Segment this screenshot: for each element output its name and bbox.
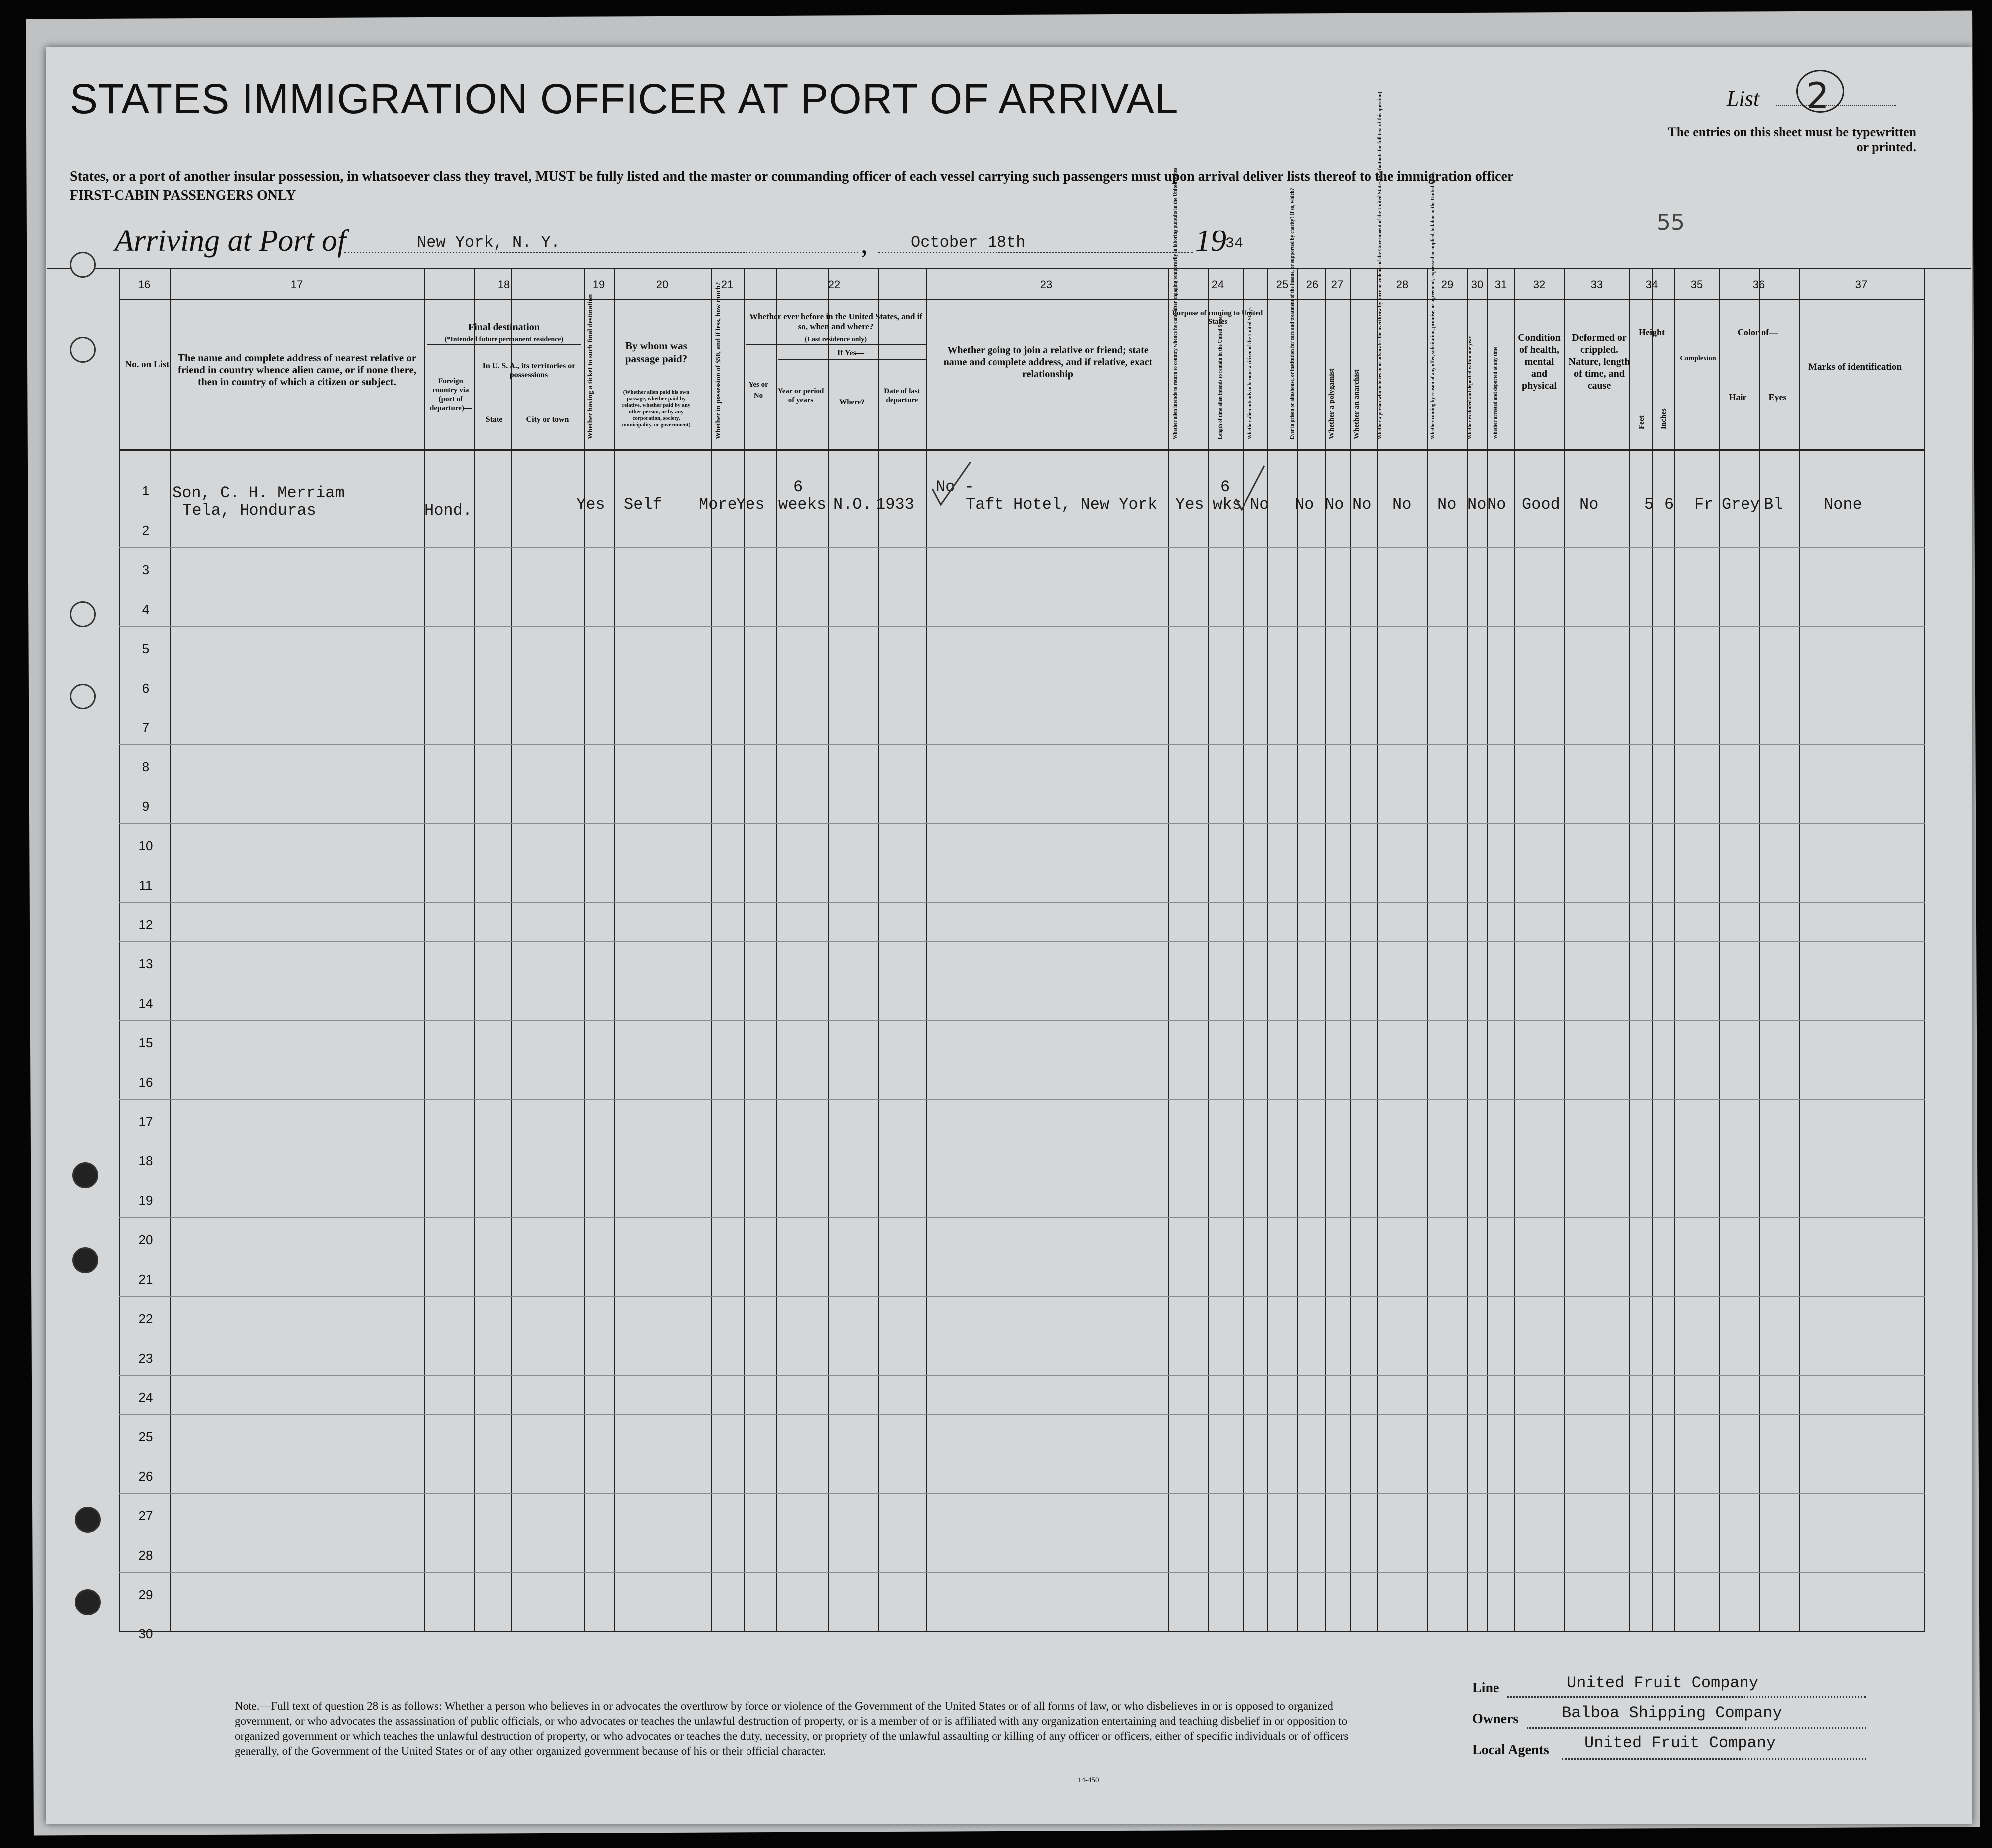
column-divider [1377, 268, 1378, 1631]
subheader-line [778, 359, 926, 360]
binder-hole [72, 1162, 98, 1188]
agents-dotted [1562, 1758, 1866, 1760]
column-divider [1487, 268, 1488, 1631]
header-bottom-line [119, 449, 1925, 451]
column-number: 31 [1494, 278, 1507, 291]
column-divider [711, 268, 712, 1631]
column-divider [1208, 268, 1209, 1631]
row-number: 11 [139, 877, 153, 893]
row-number: 21 [138, 1271, 153, 1287]
header-c33: Deformed or crippled. Nature, length of time, and cause [1568, 332, 1630, 391]
entry-passage-paid: Self [624, 495, 662, 514]
row-line [119, 823, 1925, 824]
row-number: 16 [138, 1074, 153, 1090]
table-bottom-line [119, 1631, 1925, 1632]
column-divider [1514, 268, 1515, 1631]
entry-overthrow: No [1392, 495, 1412, 514]
entry-relative-line1: Son, C. H. Merriam [172, 484, 345, 502]
column-divider [926, 268, 927, 1631]
row-number: 25 [138, 1429, 153, 1444]
header-c26: Whether a polygamist [1328, 368, 1336, 439]
column-number: 17 [290, 278, 303, 291]
pencil-number: 55 [1657, 210, 1685, 235]
column-divider [1467, 268, 1468, 1631]
row-number: 7 [142, 719, 150, 735]
entry-inches: 6 [1664, 495, 1674, 514]
entry-join-top: No - [936, 478, 974, 496]
comma: , [861, 229, 868, 260]
entry-last-departure: 1933 [876, 495, 914, 514]
row-line [119, 547, 1925, 548]
header-c24-b: Length of time alien intends to remain in the United States [1218, 314, 1223, 439]
column-number: 36 [1752, 278, 1765, 291]
header-c30: Whether excluded and deported within one year [1467, 336, 1473, 439]
column-divider [584, 268, 585, 1631]
header-c22-where: Where? [839, 398, 865, 406]
entry-eyes: Bl [1764, 495, 1783, 514]
row-line [119, 626, 1925, 627]
header-c27: Whether an anarchist [1353, 369, 1361, 439]
column-number-bottom-line [119, 299, 1925, 300]
binder-hole [70, 337, 96, 363]
date-value: October 18th [911, 233, 1026, 252]
entry-money: More [699, 495, 737, 514]
row-number: 24 [138, 1389, 153, 1405]
header-c37: Marks of identification [1808, 362, 1902, 372]
column-divider [1799, 268, 1800, 1631]
entry-length-bottom: wks [1213, 495, 1242, 514]
header-c34-feet: Feet [1638, 415, 1646, 429]
header-c23: Whether going to join a relative or friend; state name and complete address, and if relative, exact relationship [943, 345, 1153, 380]
column-number: 30 [1471, 278, 1484, 291]
column-number: 27 [1331, 278, 1344, 291]
binder-hole [70, 684, 96, 709]
header-c24-a: Whether alien intends to return to country whence he came after engaging temporarily in laboring pursuits in the United States [1173, 168, 1178, 439]
header-c34-inches: Inches [1660, 408, 1668, 429]
column-divider [1652, 268, 1653, 1631]
row-number: 30 [138, 1626, 153, 1641]
row-number: 29 [138, 1587, 153, 1602]
column-divider [744, 268, 745, 1631]
binder-hole [75, 1507, 101, 1533]
year-prefix: 19 [1195, 224, 1226, 258]
binder-hole [70, 601, 96, 627]
entry-join: Taft Hotel, New York [966, 495, 1158, 514]
entry-period-bottom: weeks [778, 495, 827, 514]
header-c18-sub: (*Intended future permanent residence) [444, 336, 564, 343]
row-number: 27 [138, 1508, 153, 1523]
column-number: 28 [1396, 278, 1409, 291]
subtitle-line2: FIRST-CABIN PASSENGERS ONLY [70, 188, 296, 203]
row-line [119, 1572, 1925, 1573]
column-number: 37 [1855, 278, 1868, 291]
binder-hole [72, 1247, 98, 1273]
row-number: 8 [142, 759, 150, 774]
row-number: 2 [142, 522, 150, 538]
column-number: 34 [1645, 278, 1658, 291]
entry-offer: No [1437, 495, 1457, 514]
header-c20-title: By whom was passage paid? [625, 340, 688, 365]
row-line [119, 744, 1925, 745]
row-line [119, 1375, 1925, 1376]
row-number: 10 [138, 838, 153, 853]
column-number: 21 [721, 278, 734, 291]
line-label: Line [1472, 1680, 1499, 1696]
owners-value: Balboa Shipping Company [1562, 1704, 1782, 1722]
agents-value: United Fruit Company [1584, 1734, 1776, 1752]
header-c22-yesno: Yes or No [748, 381, 768, 400]
header-c22-year: Year or period of years [777, 387, 824, 404]
row-line [119, 1020, 1925, 1021]
list-number: 2 [1806, 75, 1829, 117]
line-value: United Fruit Company [1567, 1674, 1759, 1692]
column-divider [1674, 268, 1675, 1631]
subtitle-line1: States, or a port of another insular possession, in whatsoever class they travel, MUST be fully listed and the master or commanding officer of each vessel carrying such passengers must upon arrival deliver lists thereof to the immigration officer [70, 169, 1514, 184]
header-c18-usa: In U. S. A., its territories or possessions [482, 362, 576, 379]
port-value: New York, N. Y. [417, 233, 561, 252]
form-code: 14-450 [1078, 1776, 1099, 1784]
column-divider [878, 268, 879, 1631]
manifest-sheet [46, 47, 1972, 1824]
header-c32: Condition of health, mental and physical [1518, 332, 1561, 391]
row-line [119, 1099, 1925, 1100]
header-c36-title: Color of— [1737, 327, 1778, 337]
column-number: 35 [1690, 278, 1703, 291]
year-suffix: 34 [1225, 235, 1244, 252]
row-number: 18 [138, 1153, 153, 1168]
header-c19: Whether having a ticket to such final destination [587, 294, 594, 439]
header-c36-eyes: Eyes [1768, 392, 1787, 402]
column-number: 24 [1211, 278, 1224, 291]
entry-arrested: No [1487, 495, 1506, 514]
header-c29: Whether coming by reason of any offer, solicitation, promise, or agreement, expressed or implied, to labor in the United States [1430, 172, 1436, 439]
column-number: 25 [1276, 278, 1289, 291]
column-divider [1719, 268, 1720, 1631]
row-number: 17 [138, 1114, 153, 1129]
column-number: 32 [1533, 278, 1546, 291]
list-label: List [1727, 86, 1760, 111]
entry-where: N.O. [833, 495, 872, 514]
header-no-on-list: No. on List [125, 359, 170, 370]
column-divider [1325, 268, 1326, 1631]
entry-ticket: Yes [576, 495, 605, 514]
entry-hair: Grey [1722, 495, 1760, 514]
header-c31: Whether arrested and deported at any time [1493, 346, 1498, 439]
header-c36-hair: Hair [1729, 392, 1747, 402]
typewritten-note: The entries on this sheet must be typewritten or printed. [1668, 125, 1916, 154]
header-c21: Whether in possession of $50, and if less, how much? [715, 282, 722, 439]
header-c25: Ever in prison or almshouse, or institution for care and treatment of the insane, or supported by charity? If so, which? [1290, 188, 1295, 439]
entry-health: Good [1522, 495, 1560, 514]
entry-foreign-country: Hond. [424, 501, 473, 520]
column-divider [1924, 268, 1925, 1631]
column-divider [1427, 268, 1428, 1631]
column-number: 26 [1306, 278, 1319, 291]
row-number: 22 [138, 1311, 153, 1326]
column-divider [119, 268, 120, 1631]
entry-anarchist: No [1352, 495, 1372, 514]
page-title: STATES IMMIGRATION OFFICER AT PORT OF ARRIVAL [70, 75, 1179, 122]
row-line [119, 1296, 1925, 1297]
header-c18-title: Final destination [468, 322, 540, 333]
owners-dotted [1527, 1727, 1866, 1729]
entry-marks: None [1824, 495, 1862, 514]
row-line [119, 1414, 1925, 1415]
column-divider [1629, 268, 1630, 1631]
row-number: 9 [142, 798, 150, 814]
row-number: 13 [138, 956, 153, 971]
entry-excluded: No [1467, 495, 1487, 514]
header-c28: Whether a person who believes in or advocates the overthrow by force or violence of the Government of the United States (See footnote for full text of this question) [1377, 91, 1383, 439]
entry-prison: No [1295, 495, 1314, 514]
entry-relative-line2: Tela, Honduras [182, 501, 316, 520]
row-number: 19 [138, 1192, 153, 1208]
entry-return: Yes [1175, 495, 1204, 514]
date-dotted-line [878, 252, 1193, 253]
column-divider [1297, 268, 1298, 1631]
row-number: 23 [138, 1350, 153, 1366]
header-c22-title: Whether ever before in the United States, and if so, when and where? [749, 312, 923, 331]
column-divider [1267, 268, 1268, 1631]
entry-deformed: No [1579, 495, 1599, 514]
port-dotted-line [344, 252, 858, 253]
row-number: 3 [142, 562, 150, 577]
row-line [119, 1493, 1925, 1494]
column-divider [1759, 268, 1760, 1631]
column-divider [474, 268, 475, 1631]
header-c34-title: Height [1639, 327, 1665, 337]
header-c18-state: State [485, 415, 503, 424]
row-number: 15 [138, 1035, 153, 1050]
footnote: Note.—Full text of question 28 is as follows: Whether a person who believes in or advocates the overthrow by force or violence of the Government of the United States or of all forms of law, or who disbelieves in or is opposed to organized government, or who advocates the assassination of public officials, or who advocates or teaches the unlawful destruction of property, or is a member of or is affiliated with any organization entertaining and teaching disbelief in or opposition to organized government or which teaches the unlawful destruction of property, or who advocates or teaches the duty, necessity, or propriety of the unlawful assaulting or killing of any officer or officers, either of specific individuals or of officers generally, of the Government of the United States or of any other organized government because of his or their official character. [235, 1700, 1349, 1757]
row-number: 14 [138, 995, 153, 1011]
binder-hole [75, 1589, 101, 1615]
entry-feet: 5 [1644, 495, 1654, 514]
row-number: 28 [138, 1547, 153, 1563]
row-number: 26 [138, 1468, 153, 1484]
header-c22-ifyes: If Yes— [837, 349, 865, 357]
row-number: 4 [142, 601, 150, 617]
entry-polygamist: No [1325, 495, 1344, 514]
entry-citizen: No [1250, 495, 1269, 514]
row-number: 20 [138, 1232, 153, 1247]
column-divider [1168, 268, 1169, 1631]
header-c22-date: Date of last departure [884, 387, 920, 404]
column-number: 22 [828, 278, 841, 291]
entry-complexion: Fr [1694, 495, 1714, 514]
header-c24-c: Whether alien intends to become a citizen of the United States [1247, 307, 1253, 439]
row-number: 1 [142, 483, 150, 498]
column-divider [1564, 268, 1565, 1631]
binder-hole [70, 252, 96, 278]
line-dotted [1507, 1696, 1866, 1698]
header-c18-city: City or town [526, 415, 569, 424]
header-c18-foreign: Foreign country via (port of departure)— [430, 377, 472, 412]
agents-label: Local Agents [1472, 1742, 1549, 1758]
column-number: 16 [138, 278, 151, 291]
row-line [119, 902, 1925, 903]
header-c22-sub: (Last residence only) [804, 336, 867, 343]
row-number: 12 [138, 917, 153, 932]
column-divider [424, 268, 425, 1631]
entry-length-top: 6 [1220, 478, 1230, 496]
column-number: 18 [498, 278, 510, 291]
column-number: 29 [1441, 278, 1454, 291]
owners-label: Owners [1472, 1711, 1519, 1727]
column-number: 19 [592, 278, 605, 291]
column-divider [511, 268, 512, 1631]
header-c17: The name and complete address of nearest relative or friend in country whence alien came, or if none there, then in country of which a citizen or subject. [177, 352, 417, 388]
arriving-label: Arriving at Port of [115, 224, 346, 258]
row-number: 5 [142, 641, 150, 656]
row-number: 6 [142, 680, 150, 695]
column-number-top-line [47, 268, 1971, 269]
entry-before-yesno: Yes [736, 495, 765, 514]
header-c20-sub: (Whether alien paid his own passage, whether paid by relative, whether paid by any other person, or by any corporation, society, municipality, or government) [622, 389, 691, 428]
header-c35: Complexion [1680, 355, 1716, 362]
column-number: 33 [1590, 278, 1603, 291]
column-divider [614, 268, 615, 1631]
row-line [119, 1217, 1925, 1218]
column-number: 23 [1040, 278, 1053, 291]
column-divider [170, 268, 171, 1631]
column-divider [776, 268, 777, 1631]
entry-period-top: 6 [793, 478, 803, 496]
header-c24-title: Purpose of coming to United States [1172, 309, 1263, 326]
row-line [119, 941, 1925, 942]
column-divider [1350, 268, 1351, 1631]
column-divider [828, 268, 829, 1631]
column-number: 20 [656, 278, 669, 291]
